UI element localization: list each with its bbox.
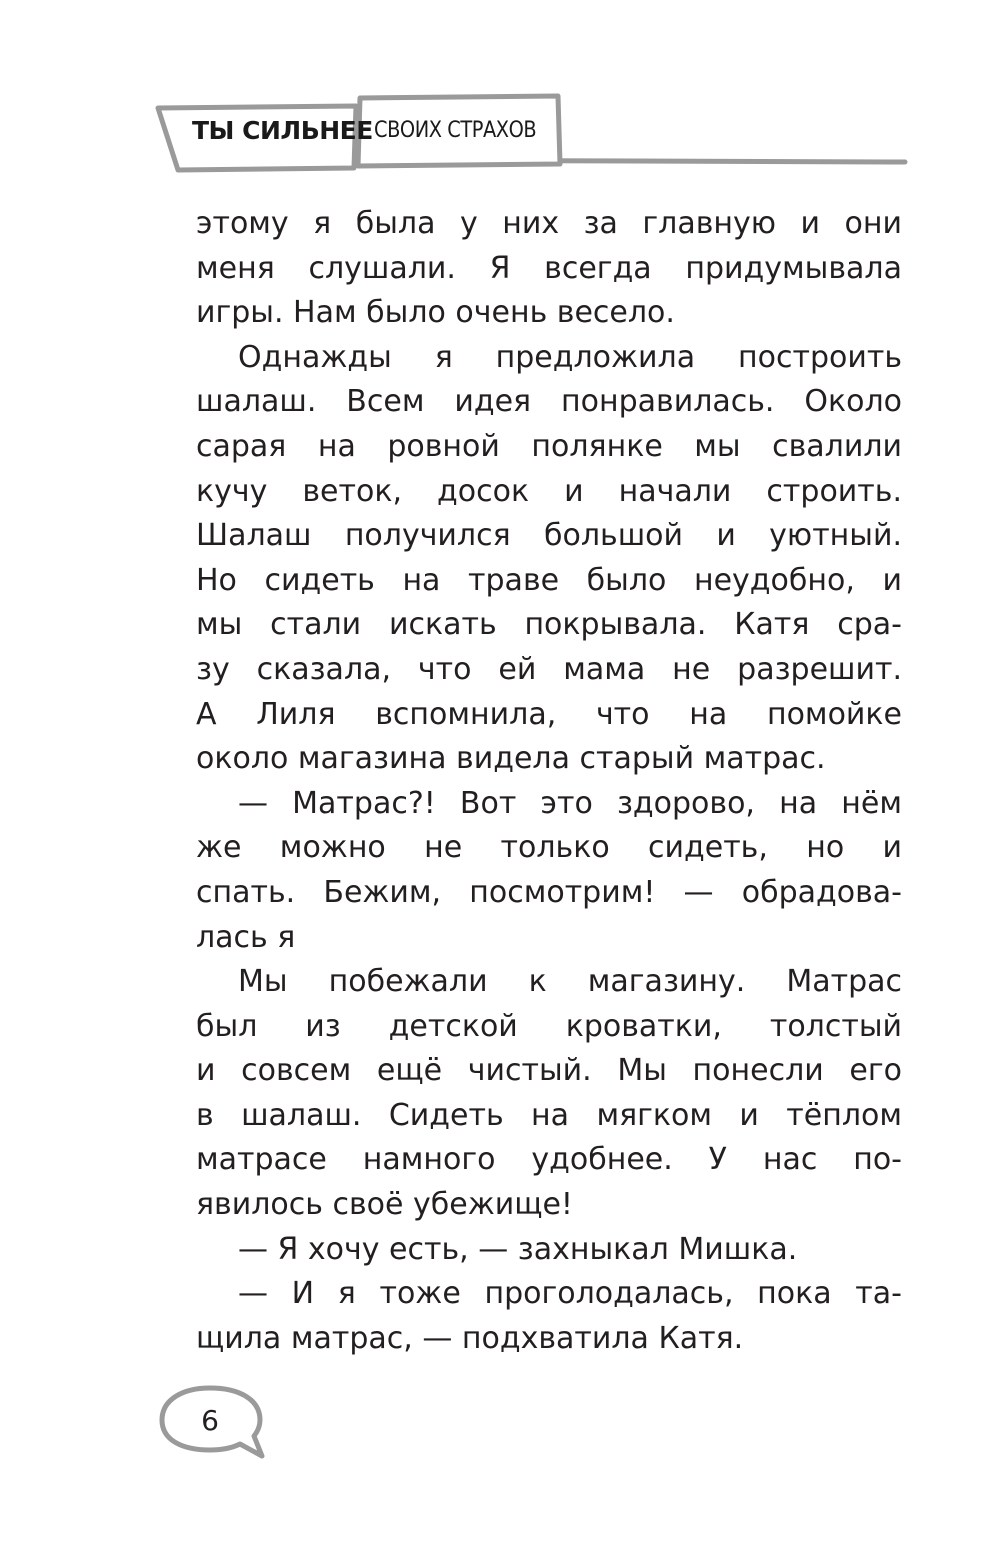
text-line: — Матрас?! Вот это здорово, на нём [238,785,902,821]
text-line: спать. Бежим, посмотрим! — обрадова- [196,874,902,910]
text-line: около магазина видела старый матрас. [196,741,826,777]
text-line: щила матрас, — подхватила Катя. [196,1320,744,1356]
text-line: Однажды я предложила построить [238,339,902,375]
text-line: Шалаш получился большой и уютный. [196,518,902,554]
text-line: в шалаш. Сидеть на мягком и тёплом [196,1097,902,1133]
text-line: мы стали искать покрывала. Катя сра- [196,607,902,643]
text-line: Мы побежали к магазину. Матрас [238,964,902,1000]
text-line: и совсем ещё чистый. Мы понесли его [196,1053,902,1089]
header-title-light: СВОИХ СТРАХОВ [374,118,537,143]
page-number: 6 [201,1404,219,1437]
text-line: шалаш. Всем идея понравилась. Около [196,384,902,420]
text-line: Но сидеть на траве было неудобно, и [196,562,902,598]
text-line: меня слушали. Я всегда придумывала [196,250,902,286]
text-line: явилось своё убежище! [196,1187,573,1223]
running-header [150,90,910,180]
header-title-bold: ТЫ СИЛЬНЕЕ [192,116,373,145]
body-text [196,202,902,1361]
text-line: зу сказала, что ей мама не разрешит. [196,651,902,687]
text-line: кучу веток, досок и начали строить. [196,473,902,509]
text-line: же можно не только сидеть, но и [196,830,902,866]
text-line: лась я [196,919,296,955]
text-line: этому я была у них за главную и они [196,206,902,241]
text-line: — И я тоже проголодалась, пока та- [238,1276,902,1312]
text-line: сарая на ровной полянке мы свалили [196,428,902,464]
text-line: матрасе намного удобнее. У нас по- [196,1142,902,1178]
text-line: — Я хочу есть, — захныкал Мишка. [238,1231,798,1267]
text-line: игры. Нам было очень весело. [196,295,675,331]
page-number-badge [158,1384,270,1462]
text-line: А Лиля вспомнила, что на помойке [196,696,902,732]
text-line: был из детской кроватки, толстый [196,1008,902,1044]
